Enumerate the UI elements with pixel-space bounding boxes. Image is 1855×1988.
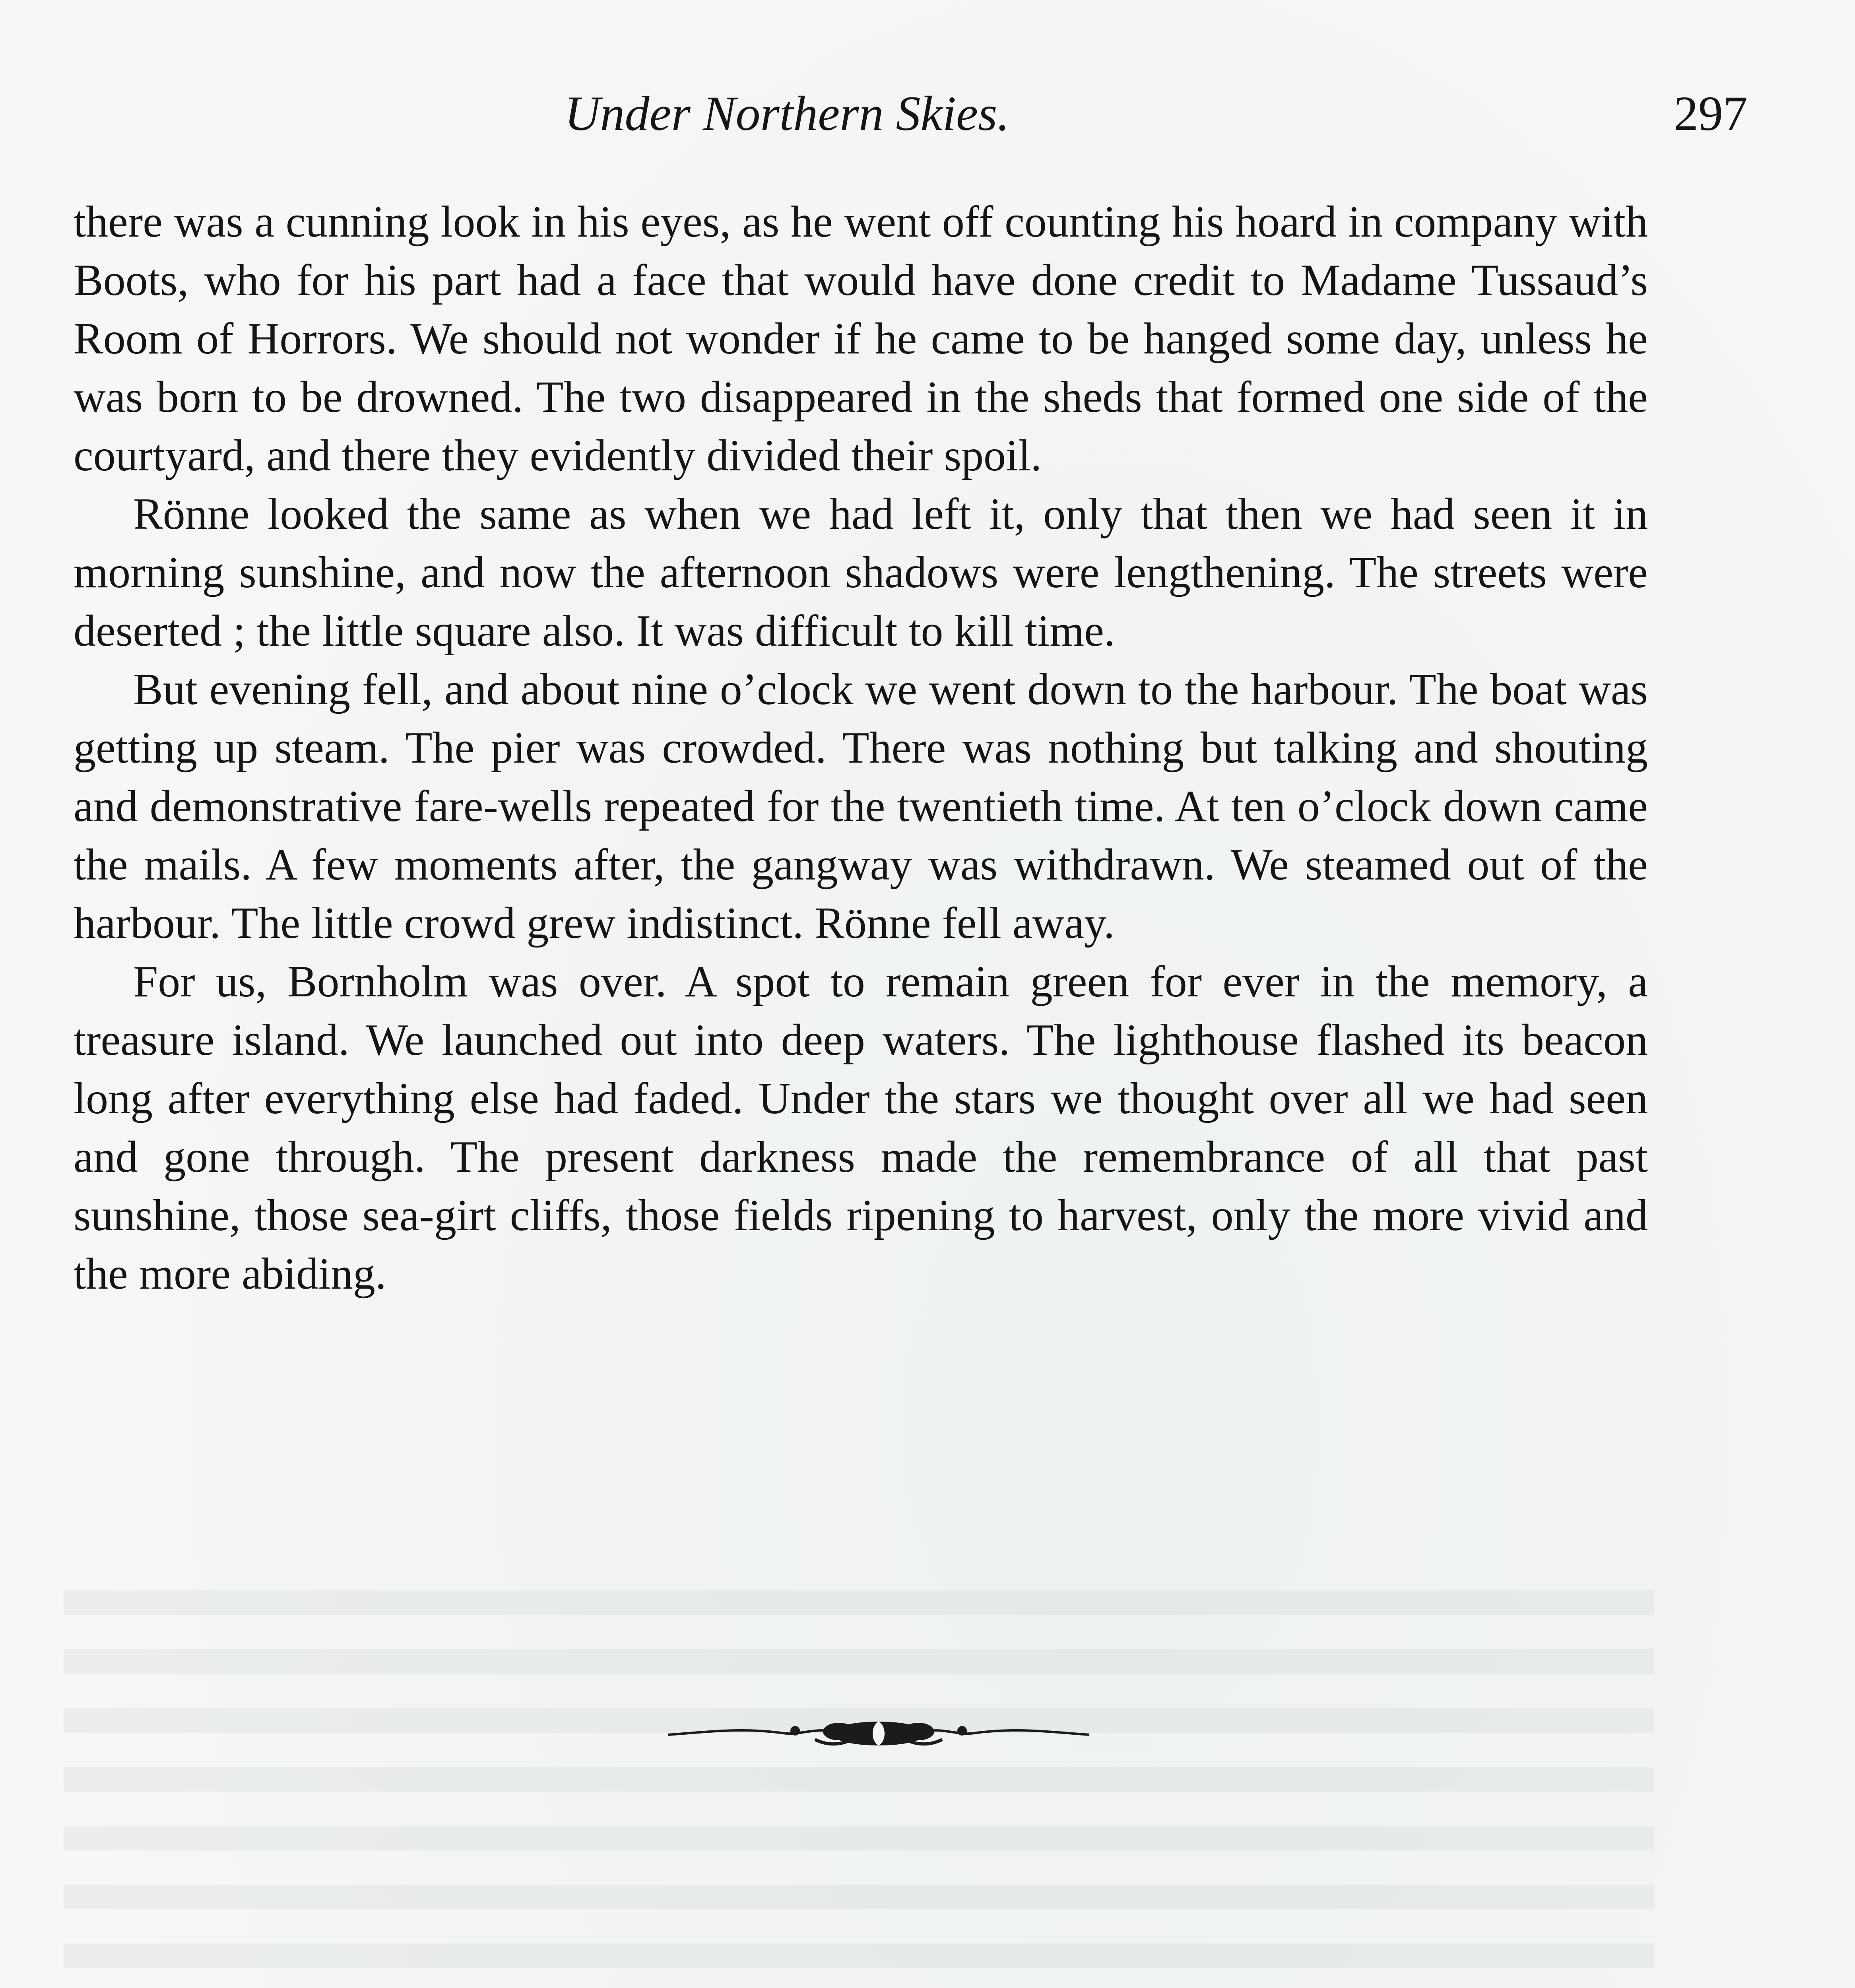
paragraph-4: For us, Bornholm was over. A spot to remain green for ever in the memory, a treasure island. We launched out into deep waters. The lighthouse flashed its beacon long after everything else had faded. Under the stars we thought over all we had seen and gone through. The present darkness made the remembrance of all that past sunshine, those sea-girt cliffs, those fields ripening to harvest, only the more vivid and the more abiding. (74, 957, 1648, 1299)
paragraph-3: But evening fell, and about nine o’clock we went down to the harbour. The boat was getting up steam. The pier was crowded. There was nothing but talking and shouting and demonstrative fare-wells repeated for the twentieth time. At ten o’clock down came the mails. A few moments after, the gangway was withdrawn. We steamed out of the harbour. The little crowd grew indistinct. Rönne fell away. (74, 665, 1648, 948)
bleed-through-texture (64, 1590, 1654, 1988)
running-title: Under Northern Skies. (565, 86, 1010, 141)
tailpiece-ornament (664, 1716, 1093, 1751)
page-header (74, 85, 1748, 165)
paragraph-1: there was a cunning look in his eyes, as he went off counting his hoard in company with Boots, who for his part had a face that would have done credit to Madame Tussaud’s Room of Horrors. We should not wonder if he came to be hanged some day, unless he was born to be drowned. The two disappeared in the sheds that formed one side of the courtyard, and there they evidently divided their spoil. (74, 197, 1648, 480)
page-number: 297 (1674, 86, 1748, 141)
body-text (74, 193, 1648, 1303)
paragraph-2: Rönne looked the same as when we had left it, only that then we had seen it in morning sunshine, and now the afternoon shadows were lengthening. The streets were deserted ; the little square also. It was difficult to kill time. (74, 489, 1648, 656)
